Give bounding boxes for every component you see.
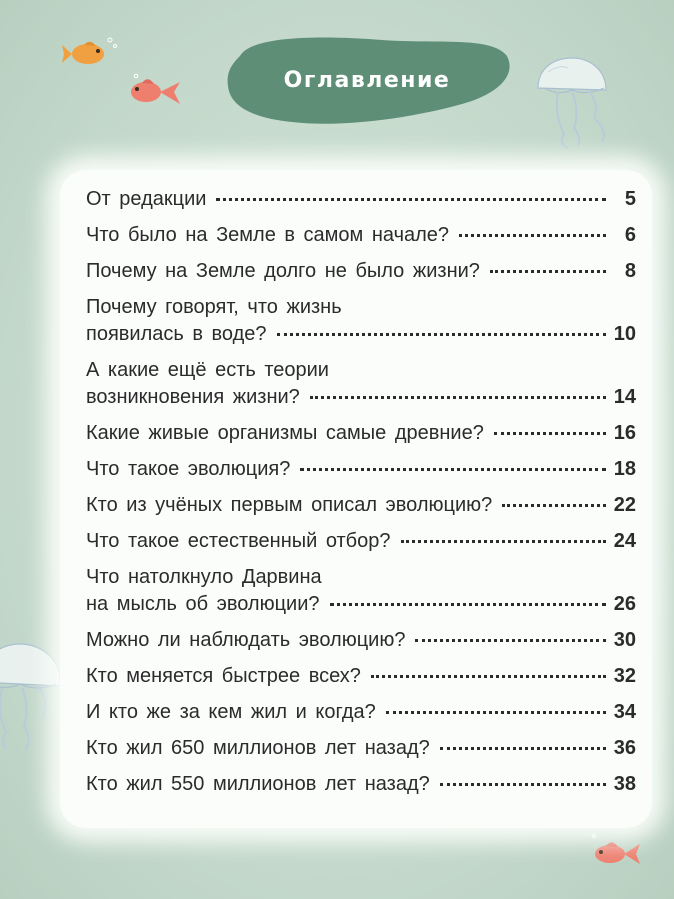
toc-entry-title: Кто жил 650 миллионов лет назад? xyxy=(86,737,430,759)
toc-dot-leader xyxy=(494,430,606,435)
jellyfish-icon xyxy=(528,54,620,150)
toc-entry[interactable] xyxy=(86,357,636,411)
toc-entry-title: От редакции xyxy=(86,188,207,210)
toc-dot-leader xyxy=(277,331,606,336)
toc-entry-row xyxy=(86,735,636,762)
toc-entry[interactable] xyxy=(86,528,636,555)
toc-page-number: 16 xyxy=(613,422,636,444)
toc-entry-row xyxy=(86,456,636,483)
toc-dot-leader xyxy=(440,745,606,750)
toc-entry-title-line: Почему говорят, что жизнь xyxy=(86,296,342,318)
toc-page-number: 26 xyxy=(613,593,636,615)
toc-entry-row xyxy=(86,699,636,726)
toc-entry[interactable] xyxy=(86,186,636,213)
toc-page-number: 14 xyxy=(613,386,636,408)
coral-fish-icon xyxy=(124,70,184,114)
toc-dot-leader xyxy=(300,466,605,471)
toc-entry-title: возникновения жизни? xyxy=(86,386,300,408)
toc-dot-leader xyxy=(502,502,606,507)
toc-entry-row xyxy=(86,528,636,555)
toc-page-number: 38 xyxy=(613,773,636,795)
toc-entry-title: Кто меняется быстрее всех? xyxy=(86,665,361,687)
toc-entry-title: И кто же за кем жил и когда? xyxy=(86,701,376,723)
toc-entry[interactable] xyxy=(86,420,636,447)
toc-entry-title: Какие живые организмы самые древние? xyxy=(86,422,484,444)
page-title: Оглавление xyxy=(283,67,451,93)
toc-page-number: 5 xyxy=(624,188,636,210)
toc-entry-row xyxy=(86,420,636,447)
toc-entry-title: Можно ли наблюдать эволюцию? xyxy=(86,629,406,651)
toc-dot-leader xyxy=(330,601,606,606)
title-badge xyxy=(222,26,512,130)
toc-entry[interactable] xyxy=(86,564,636,618)
toc-dot-leader xyxy=(216,196,606,201)
toc-page-number: 24 xyxy=(613,530,636,552)
orange-fish-icon xyxy=(62,34,124,74)
toc-entry-title: Что было на Земле в самом начале? xyxy=(86,224,450,246)
toc-dot-leader xyxy=(459,232,606,237)
toc-entry-title: на мысль об эволюции? xyxy=(86,593,320,615)
toc-entry[interactable] xyxy=(86,294,636,348)
toc-entry-title: Что такое естественный отбор? xyxy=(86,530,391,552)
toc-entry-title-line: А какие ещё есть теории xyxy=(86,359,329,381)
toc-entry-row xyxy=(86,186,636,213)
toc-entry[interactable] xyxy=(86,258,636,285)
toc-entry-title: Что такое эволюция? xyxy=(86,458,291,480)
toc-dot-leader xyxy=(401,538,606,543)
toc-page-number: 22 xyxy=(613,494,636,516)
toc-page-number: 10 xyxy=(613,323,636,345)
toc-entry-row xyxy=(86,321,636,348)
toc-entry-title: Почему на Земле долго не было жизни? xyxy=(86,260,480,282)
toc-page-number: 36 xyxy=(613,737,636,759)
toc-entry-title: Кто жил 550 миллионов лет назад? xyxy=(86,773,430,795)
toc-entry[interactable] xyxy=(86,771,636,798)
toc-entry[interactable] xyxy=(86,492,636,519)
toc-entry-title-line: Что натолкнуло Дарвина xyxy=(86,566,322,588)
toc-entry-row xyxy=(86,627,636,654)
toc-entry[interactable] xyxy=(86,456,636,483)
toc-dot-leader xyxy=(440,781,606,786)
toc-entry[interactable] xyxy=(86,699,636,726)
table-of-contents xyxy=(86,186,636,807)
toc-entry-row xyxy=(86,492,636,519)
toc-page-number: 8 xyxy=(624,260,636,282)
coral-fish-icon xyxy=(584,832,644,872)
toc-entry-row xyxy=(86,591,636,618)
toc-entry[interactable] xyxy=(86,627,636,654)
toc-entry-row xyxy=(86,771,636,798)
toc-page-number: 32 xyxy=(613,665,636,687)
toc-entry-row xyxy=(86,258,636,285)
toc-page-number: 18 xyxy=(613,458,636,480)
toc-page-number: 6 xyxy=(624,224,636,246)
toc-page-number: 30 xyxy=(613,629,636,651)
toc-entry[interactable] xyxy=(86,222,636,249)
toc-dot-leader xyxy=(490,268,606,273)
toc-dot-leader xyxy=(386,709,606,714)
toc-entry-row xyxy=(86,222,636,249)
toc-entry-title: появилась в воде? xyxy=(86,323,267,345)
toc-entry-row xyxy=(86,663,636,690)
toc-entry-title: Кто из учёных первым описал эволюцию? xyxy=(86,494,493,516)
toc-entry[interactable] xyxy=(86,663,636,690)
jellyfish-icon xyxy=(0,632,66,752)
toc-dot-leader xyxy=(415,637,605,642)
toc-dot-leader xyxy=(310,394,606,399)
toc-page-number: 34 xyxy=(613,701,636,723)
toc-dot-leader xyxy=(371,673,606,678)
toc-entry-row xyxy=(86,384,636,411)
toc-entry[interactable] xyxy=(86,735,636,762)
